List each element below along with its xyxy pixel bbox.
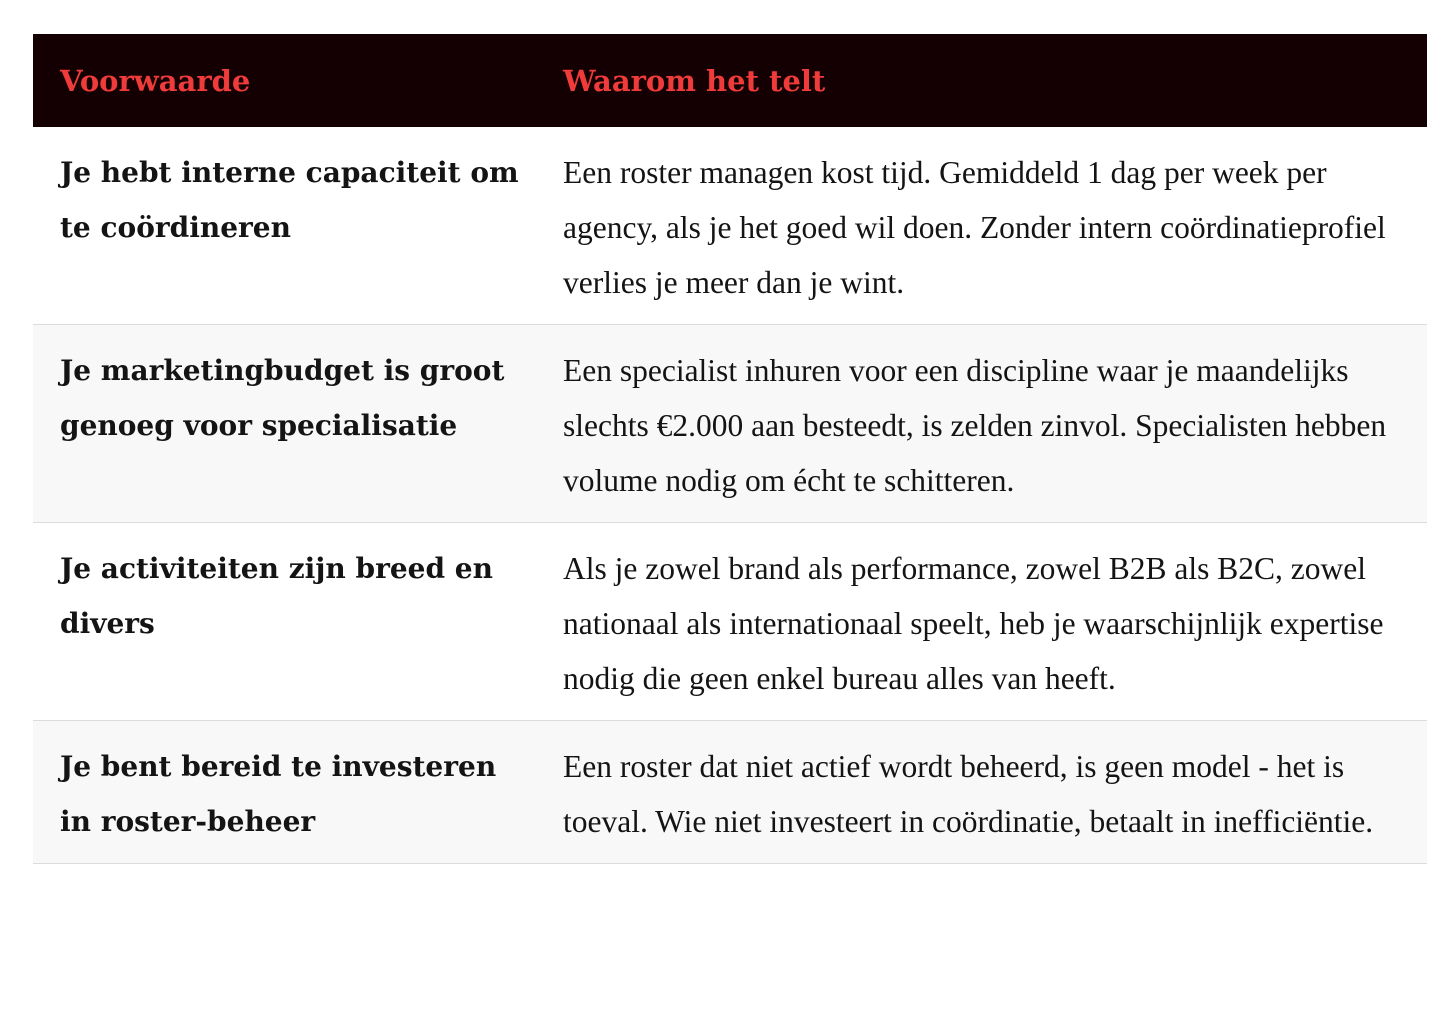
condition-cell: Je marketingbudget is groot genoeg voor specialisatie — [60, 354, 505, 442]
reason-cell: Een roster dat niet actief wordt beheerd, is geen model - het is toeval. Wie niet investeert in coördinatie, betaalt in inefficiëntie. — [563, 749, 1374, 839]
table-row — [33, 127, 1427, 325]
conditions-table — [33, 34, 1427, 864]
reason-cell: Als je zowel brand als performance, zowel B2B als B2C, zowel nationaal als internationaal speelt, heb je waarschijnlijk expertise nodig die geen enkel bureau alles van heeft. — [563, 551, 1384, 696]
conditions-table-container — [33, 34, 1427, 864]
table-row — [33, 721, 1427, 864]
condition-cell: Je activiteiten zijn breed en divers — [60, 552, 493, 640]
table-row — [33, 523, 1427, 721]
table-row — [33, 325, 1427, 523]
table-header — [33, 34, 1427, 127]
header-reason: Waarom het telt — [563, 63, 826, 98]
condition-cell: Je bent bereid te investeren in roster-beheer — [60, 750, 497, 838]
header-row — [33, 34, 1427, 127]
reason-cell: Een specialist inhuren voor een discipline waar je maandelijks slechts €2.000 aan besteedt, is zelden zinvol. Specialisten hebben volume nodig om écht te schitteren. — [563, 353, 1387, 498]
condition-cell: Je hebt interne capaciteit om te coördineren — [60, 156, 519, 244]
reason-cell: Een roster managen kost tijd. Gemiddeld 1 dag per week per agency, als je het goed wil doen. Zonder intern coördinatieprofiel verlies je meer dan je wint. — [563, 155, 1386, 300]
table-body — [33, 127, 1427, 864]
header-condition: Voorwaarde — [60, 63, 251, 98]
